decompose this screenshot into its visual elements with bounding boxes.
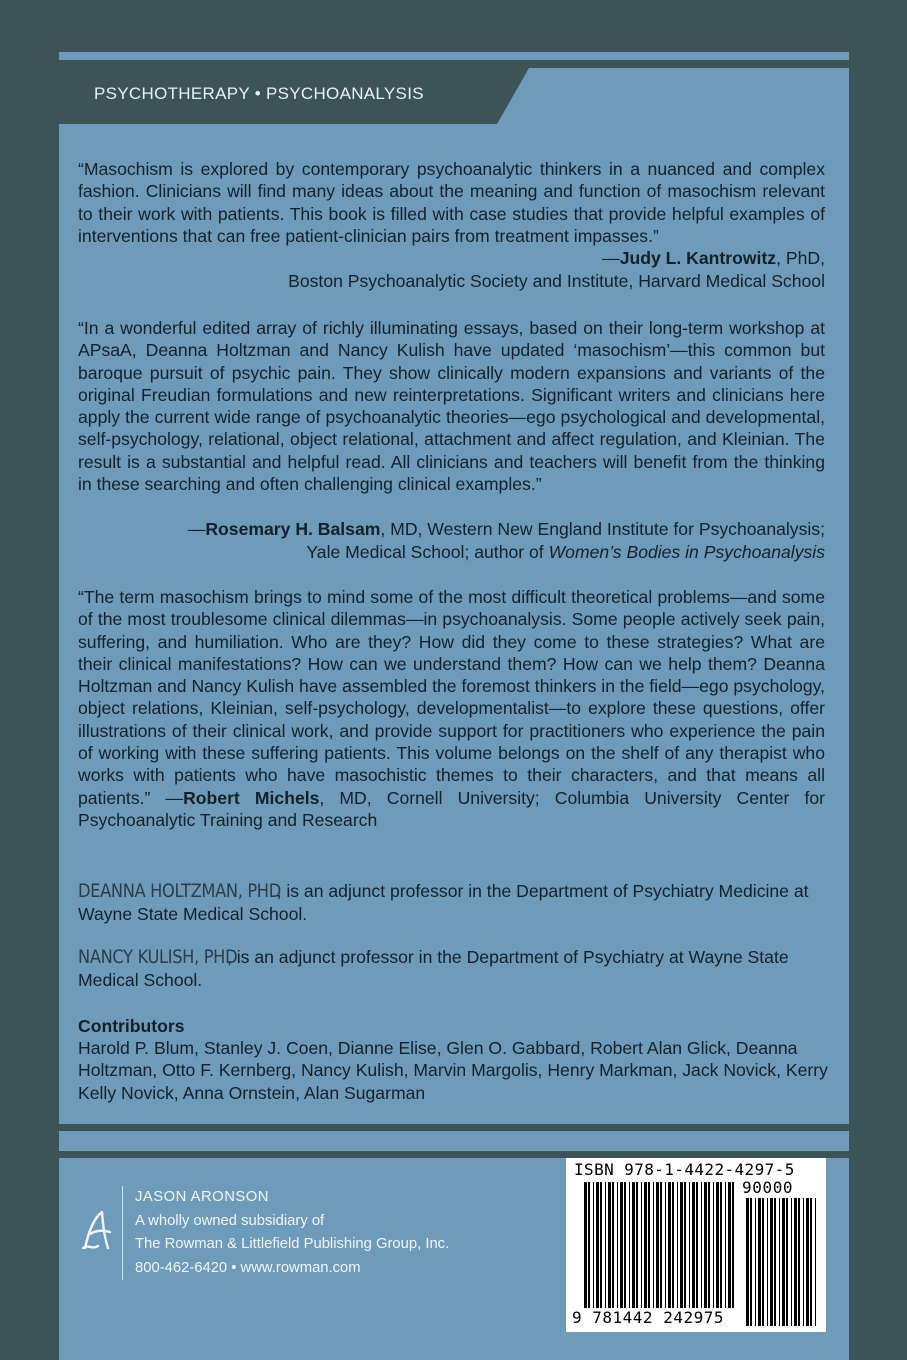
barcode-bar — [672, 1182, 674, 1308]
quote-3-author: Robert Michels — [183, 787, 320, 808]
barcode-bar — [692, 1182, 695, 1308]
barcode-bar — [641, 1182, 642, 1308]
barcode-bar — [608, 1182, 611, 1308]
quote-1-text: “Masochism is explored by contemporary psychoanalytic thinkers in a nuanced and complex fashion. Clinicians will find many ideas about the meaning and function of masochism relevant to their work with patients. This book is filled with case studies that provide helpful examples of interventions that can free patient-clinician pairs from treatment impasses.” — [78, 159, 825, 246]
barcode-bar — [596, 1182, 599, 1308]
ean-number: 9 781442 242975 — [572, 1308, 724, 1327]
barcode-bar — [653, 1182, 654, 1308]
barcode-bar — [644, 1182, 647, 1308]
barcode-bar — [668, 1182, 671, 1308]
barcode-bar — [588, 1182, 590, 1308]
barcode-bar — [728, 1182, 731, 1308]
publisher-line-2: The Rowman & Littlefield Publishing Group, Inc. — [135, 1236, 450, 1252]
barcode-bar — [758, 1198, 761, 1326]
barcode-bar — [767, 1198, 768, 1326]
publisher-divider — [122, 1186, 123, 1280]
barcode-bar — [806, 1198, 809, 1326]
barcode-bar — [605, 1182, 606, 1308]
contributors-heading: Contributors — [78, 1016, 185, 1036]
barcode-bar — [746, 1198, 749, 1326]
quote-2-text: “In a wonderful edited array of richly illuminating essays, based on their long-term workshop at APsaA, Deanna Holtzman and Nancy Kulish have updated ‘masochism’—this common but baroque pursuit of psychic pain. They show clinically modern expansions and variants of the original Freudian formulations and new reinterpretations. Significant writers and clinicians here apply the current wide range of psychoanalytic theories—ego psychological and developmental, self-psychology, relational, object relational, attachment and affect regulation, and Kleinian. The result is a substantial and helpful read. All clinicians and teachers will benefit from the thinking in these searching and often challenging clinical examples.” — [78, 318, 825, 495]
barcode-bar — [584, 1182, 587, 1308]
barcode-bar — [732, 1182, 734, 1308]
barcode-bars — [566, 1158, 826, 1332]
barcode-bar — [770, 1198, 773, 1326]
quote-1-attribution: —Judy L. Kantrowitz, PhD, — [602, 248, 825, 268]
quote-1-credentials: , PhD, — [776, 248, 825, 268]
barcode-bar — [798, 1198, 800, 1326]
barcode-bar — [612, 1182, 614, 1308]
quote-3-credentials: , MD, Cornell University; Columbia University Center for Psychoanalytic Training and Research — [78, 787, 825, 830]
category-label: PSYCHOTHERAPY • PSYCHOANALYSIS — [94, 84, 424, 103]
quote-2-credentials: , MD, Western New England Institute for Psychoanalysis; — [380, 519, 825, 539]
barcode-bar — [762, 1198, 764, 1326]
top-rule — [59, 52, 849, 60]
barcode-bar — [689, 1182, 690, 1308]
barcode-bar — [684, 1182, 686, 1308]
barcode-bar — [624, 1182, 626, 1308]
barcode-bar — [660, 1182, 662, 1308]
barcode-bar — [656, 1182, 659, 1308]
quote-2-book-title: Women’s Bodies in Psychoanalysis — [548, 542, 825, 562]
barcode-bar — [665, 1182, 666, 1308]
barcode-bar — [704, 1182, 707, 1308]
publisher-contact: 800-462-6420 • www.rowman.com — [135, 1259, 361, 1276]
barcode-bar — [696, 1182, 698, 1308]
barcode-bar — [632, 1182, 635, 1308]
bio-holtzman-name: DEANNA HOLTZMAN, PHD — [78, 881, 281, 902]
quote-2-affiliation-text: Yale Medical School; author of — [306, 542, 549, 562]
quote-1-author: Judy L. Kantrowitz — [619, 248, 777, 268]
barcode-bar — [815, 1198, 816, 1326]
middle-rule — [59, 1131, 849, 1151]
barcode-bar — [593, 1182, 594, 1308]
barcode-bar — [794, 1198, 797, 1326]
barcode-bar — [803, 1198, 804, 1326]
publisher-name: JASON ARONSON — [135, 1189, 269, 1205]
barcode-bar — [617, 1182, 618, 1308]
quote-1-affiliation: Boston Psychoanalytic Society and Institute, Harvard Medical School — [288, 271, 825, 291]
quote-2-attribution: —Rosemary H. Balsam, MD, Western New England Institute for Psychoanalysis; — [187, 519, 825, 539]
barcode-bar — [713, 1182, 714, 1308]
bio-kulish-text: , is an adjunct professor in the Department of Psychiatry at Wayne State Medical School. — [78, 947, 789, 991]
barcode-bar — [680, 1182, 683, 1308]
barcode-bar — [716, 1182, 719, 1308]
barcode-bar — [786, 1198, 788, 1326]
barcode-bar — [629, 1182, 630, 1308]
barcode-bar — [810, 1198, 812, 1326]
isbn-barcode — [566, 1158, 826, 1332]
bio-holtzman — [78, 880, 828, 926]
quote-2-affiliation — [306, 541, 825, 563]
jason-aronson-logo-icon — [80, 1208, 114, 1252]
barcode-bar — [774, 1198, 776, 1326]
barcode-bar — [720, 1182, 722, 1308]
publisher-line-1: A wholly owned subsidiary of — [135, 1212, 325, 1229]
quote-3-text: “The term masochism brings to mind some of the most difficult theoretical problems—and some of the most troublesome clinical dilemmas—in psychoanalysis. Some people actively seek pain, suffering, and humiliation. Who are they? How did they come to these strategies? What are their clinical manifestations? How can we understand them? How can we help them? Deanna Holtzman and Nancy Kulish have assembled the foremost thinkers in the field—ego psychology, object relations, Kleinian, self-psychology, developmentalist—to explore these questions, offer illustrations of their clinical work, and provide support for practitioners who experience the pain of working with these suffering patients. This volume belongs on the shelf of any therapist who works with patients who have masochistic themes to their characters, and that means all patients.” —Robert Michels, MD, Cornell University; Columbia University Center for Psychoanalytic Training and Research — [78, 587, 825, 830]
barcode-bar — [750, 1198, 752, 1326]
barcode-bar — [648, 1182, 650, 1308]
quote-2-author: Rosemary H. Balsam — [205, 519, 381, 539]
barcode-bar — [701, 1182, 702, 1308]
barcode-bar — [600, 1182, 602, 1308]
barcode-bar — [779, 1198, 780, 1326]
bio-holtzman-text: , is an adjunct professor in the Department of Psychiatry Medicine at Wayne State Medical School. — [78, 881, 809, 925]
barcode-bar — [708, 1182, 710, 1308]
price-code: 90000 — [742, 1178, 794, 1197]
publisher-info — [135, 1186, 449, 1280]
barcode-bar — [636, 1182, 638, 1308]
barcode-bar — [620, 1182, 623, 1308]
barcode-bar — [677, 1182, 678, 1308]
bio-kulish — [78, 946, 828, 992]
barcode-bar — [725, 1182, 726, 1308]
quote-3-body: “The term masochism brings to mind some of the most difficult theoretical problems—and some of the most troublesome clinical dilemmas—in psychoanalysis. Some people actively seek pain, suffering, and humiliation. Who are they? How did they come to these strategies? What are their clinical manifestations? How can we understand them? How can we help them? Deanna Holtzman and Nancy Kulish have assembled the foremost thinkers in the field—ego psychology, object relations, Kleinian, self-psychology, developmentalist—to explore these questions, offer illustrations of their clinical work, and provide support for practitioners who experience the pain of working with these suffering patients. This volume belongs on the shelf of any therapist who works with patients who have masochistic themes to their characters, and that means all patients.” — [78, 587, 825, 808]
contributors-list: Harold P. Blum, Stanley J. Coen, Dianne Elise, Glen O. Gabbard, Robert Alan Glick, Deanna Holtzman, Otto F. Kernberg, Nancy Kulish, Marvin Margolis, Henry Markman, Jack Novick, Kerry Kelly Novick, Anna Ornstein, Alan Sugarman — [78, 1038, 828, 1103]
barcode-bar — [791, 1198, 792, 1326]
isbn-number: ISBN 978-1-4422-4297-5 — [574, 1160, 795, 1179]
barcode-bar — [755, 1198, 756, 1326]
barcode-bar — [782, 1198, 785, 1326]
bio-kulish-name: NANCY KULISH, PHD — [78, 947, 238, 968]
